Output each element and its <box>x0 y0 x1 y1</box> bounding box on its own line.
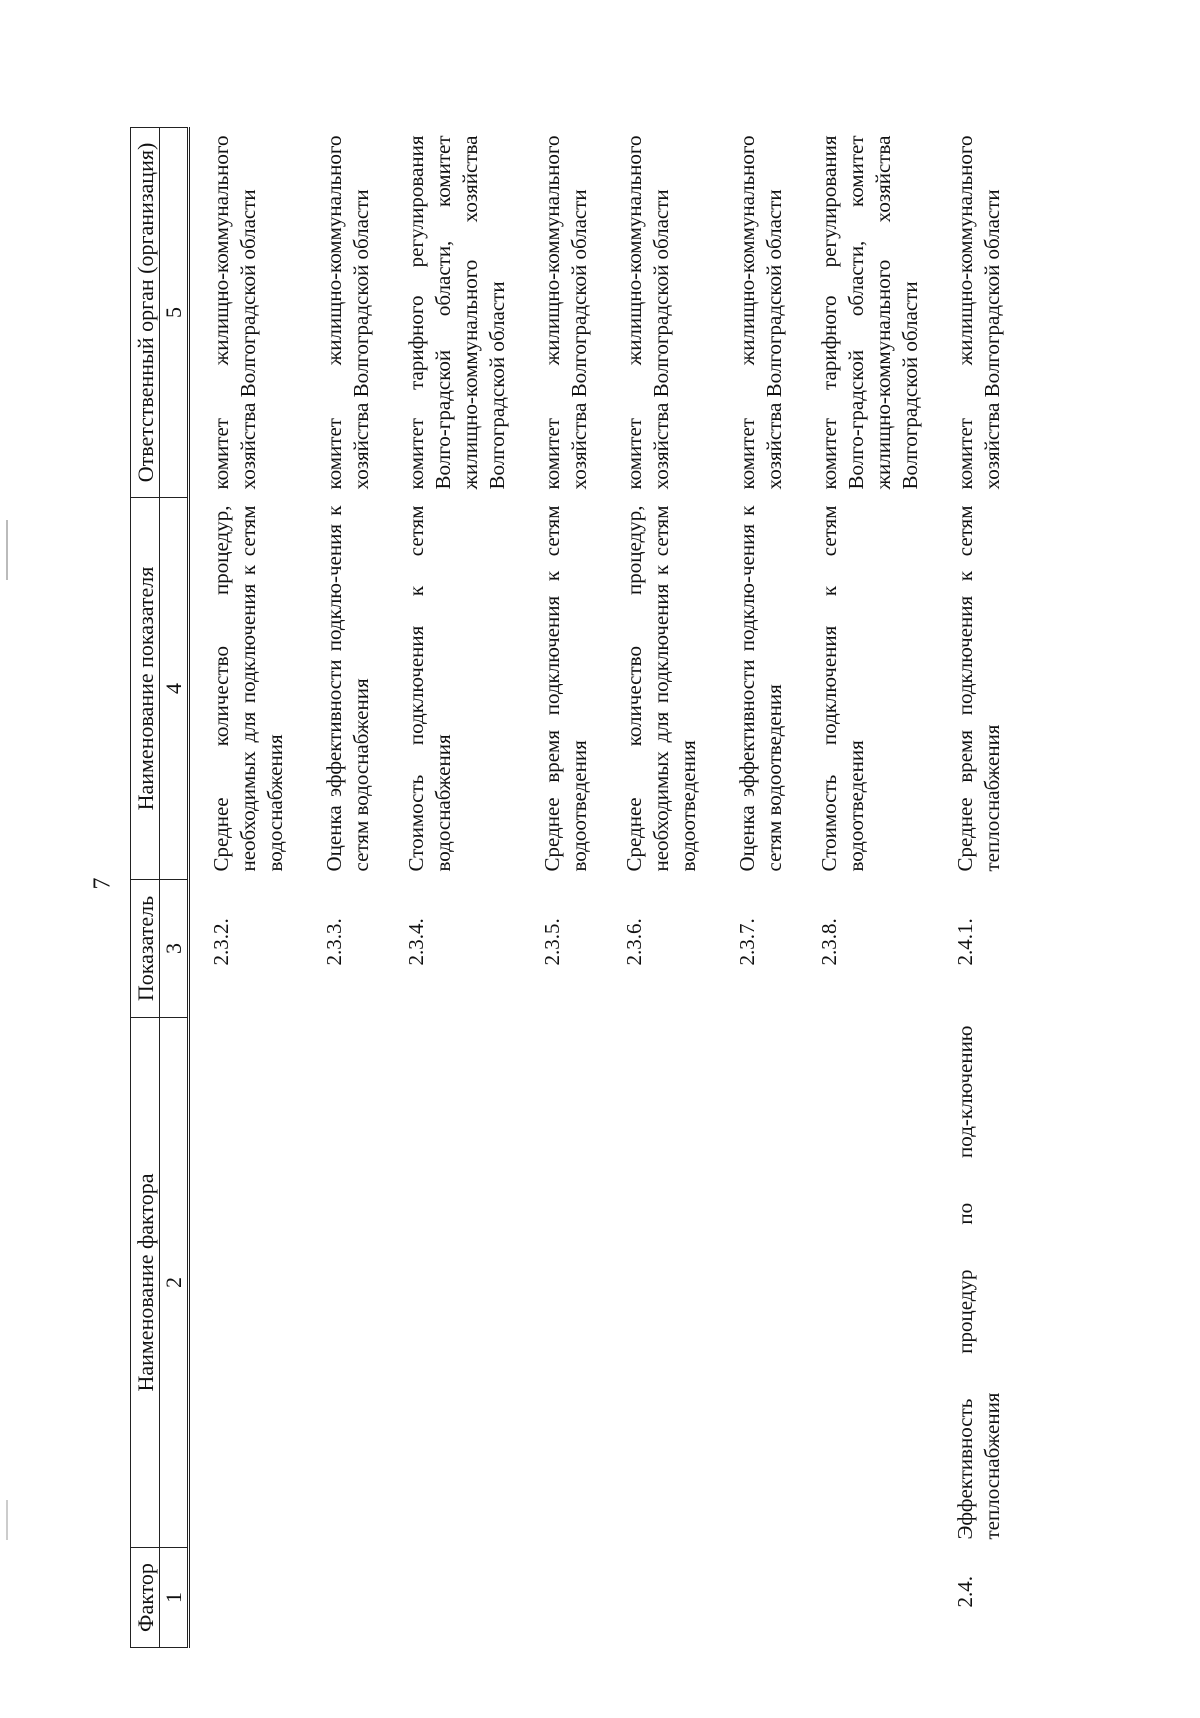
header-factor: Фактор <box>131 1548 160 1648</box>
column-number: 1 <box>160 1548 189 1648</box>
factor-name-cell <box>716 1018 798 1548</box>
factor-cell <box>521 1548 603 1648</box>
factor-cell <box>716 1548 798 1648</box>
indicator-name-cell: Оценка эффективности подклю-чения к сетям водоотведения <box>735 505 786 872</box>
indicator-name-cell: Стоимость подключения к сетям водоотведения <box>817 505 868 872</box>
indicator-name-cell: Среднее время подключения к сетям водоотведения <box>540 505 591 872</box>
indicator-name-cell: Оценка эффективности подклю-чения к сетям водоснабжения <box>322 505 373 872</box>
indicator-name-cell: Стоимость подключения к сетям водоснабжения <box>404 505 455 872</box>
table-header-row <box>131 128 160 1648</box>
responsible-cell: комитет жилищно-коммунального хозяйства Волгоградской области <box>540 135 591 490</box>
responsible-cell: комитет тарифного регулирования Волго-градской области, комитет жилищно-коммунального хозяйства Волгоградской области <box>817 135 922 490</box>
responsible-cell: комитет тарифного регулирования Волго-градской области, комитет жилищно-коммунального хозяйства Волгоградской области <box>404 135 509 490</box>
factor-cell <box>385 1548 521 1648</box>
header-indicator: Показатель <box>131 880 160 1018</box>
responsible-cell: комитет жилищно-коммунального хозяйства Волгоградской области <box>209 135 260 490</box>
table-row <box>385 128 521 1648</box>
factor-name-cell <box>303 1018 385 1548</box>
table-row <box>716 128 798 1648</box>
indicator-name-cell: Среднее количество процедур, необходимых для подключения к сетям водоснабжения <box>209 505 287 872</box>
factor-name-cell <box>798 1018 934 1548</box>
indicator-cell: 2.3.7. <box>735 918 759 966</box>
table-row <box>303 128 385 1648</box>
responsible-cell: комитет жилищно-коммунального хозяйства Волгоградской области <box>322 135 373 490</box>
factor-name-cell <box>189 1018 304 1548</box>
rotated-table-container <box>130 128 1090 1648</box>
column-number: 3 <box>160 880 189 1018</box>
indicator-cell: 2.3.8. <box>817 918 841 966</box>
factor-name-cell <box>385 1018 521 1548</box>
factor-cell <box>798 1548 934 1648</box>
scan-edge-mark <box>6 1500 8 1540</box>
responsible-cell: комитет жилищно-коммунального хозяйства Волгоградской области <box>735 135 786 490</box>
indicator-name-cell: Среднее количество процедур, необходимых для подключения к сетям водоотведения <box>622 505 700 872</box>
header-factor-name: Наименование фактора <box>131 1018 160 1548</box>
responsible-cell: комитет жилищно-коммунального хозяйства Волгоградской области <box>953 135 1004 490</box>
page-number: 7 <box>89 877 116 890</box>
column-number: 2 <box>160 1018 189 1548</box>
indicator-cell: 2.3.2. <box>209 918 233 966</box>
table-row <box>603 128 716 1648</box>
factor-cell <box>603 1548 716 1648</box>
factor-cell <box>189 1548 304 1648</box>
indicator-name-cell: Среднее время подключения к сетям теплоснабжения <box>953 505 1004 872</box>
table-row <box>521 128 603 1648</box>
header-indicator-name: Наименование показателя <box>131 498 160 880</box>
indicator-cell: 2.3.5. <box>540 918 564 966</box>
factor-name-cell: Эффективность процедур по под-ключению теплоснабжения <box>953 1025 1004 1540</box>
column-number: 4 <box>160 498 189 880</box>
table-row <box>798 128 934 1648</box>
header-responsible: Ответственный орган (организация) <box>131 128 160 498</box>
column-number: 5 <box>160 128 189 498</box>
factor-name-cell <box>521 1018 603 1548</box>
factor-cell: 2.4. <box>953 1576 977 1608</box>
indicator-cell: 2.3.3. <box>322 918 346 966</box>
indicators-table <box>130 127 1024 1648</box>
indicator-cell: 2.3.4. <box>404 918 428 966</box>
table-row <box>934 128 1024 1648</box>
responsible-cell: комитет жилищно-коммунального хозяйства Волгоградской области <box>622 135 673 490</box>
column-number-row <box>160 128 189 1648</box>
factor-name-cell <box>603 1018 716 1548</box>
indicator-cell: 2.3.6. <box>622 918 646 966</box>
scan-edge-mark <box>6 520 8 580</box>
factor-cell <box>303 1548 385 1648</box>
table-row <box>189 128 304 1648</box>
indicator-cell: 2.4.1. <box>953 918 977 966</box>
